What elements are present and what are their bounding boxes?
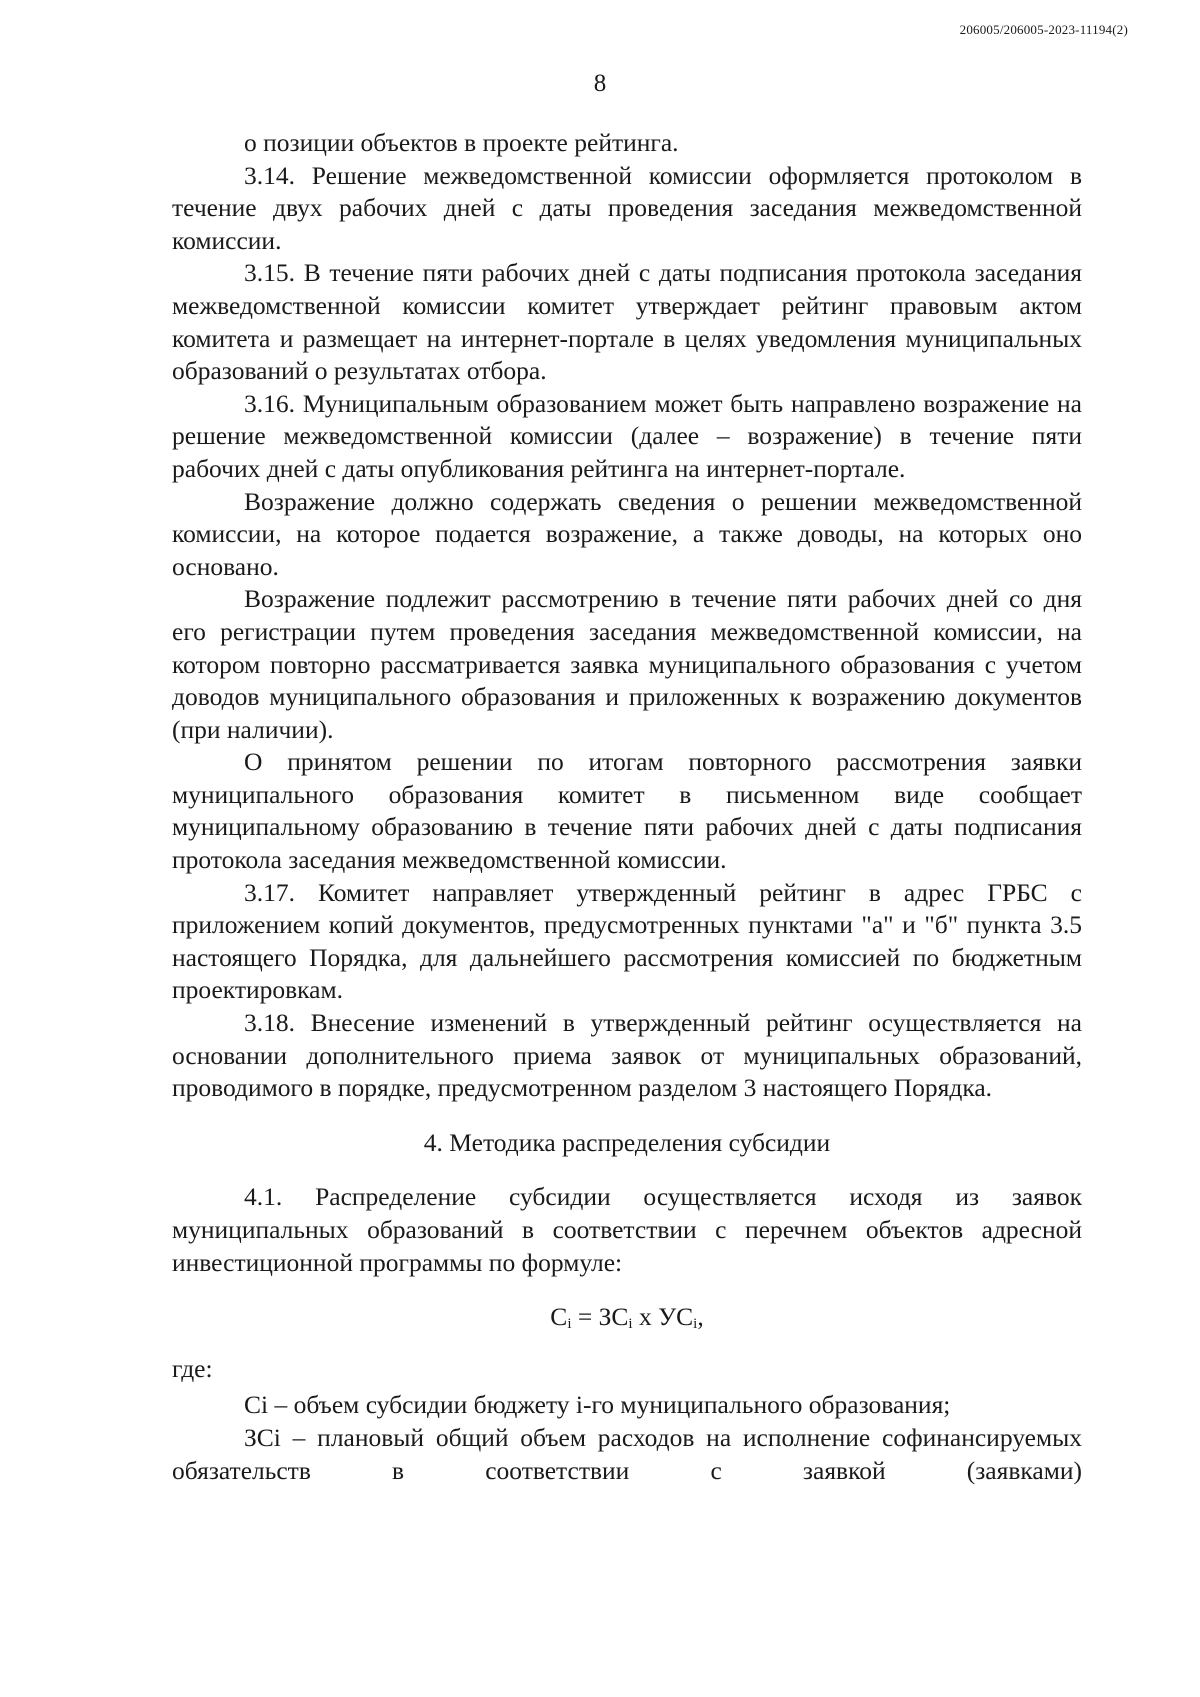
formula-eq: = ЗC: [571, 1302, 629, 1332]
formula: [172, 1301, 1082, 1341]
formula-lhs: C: [550, 1302, 568, 1332]
formula-lhs-sub: i: [567, 1316, 572, 1333]
paragraph-3-16: 3.16. Муниципальным образованием может быть направлено возражение на решение межведомственной комиссии (далее – возражение) в течение пяти рабочих дней с даты опубликования рейтинга на интернет-портале.: [172, 388, 1082, 483]
paragraph-4-1: 4.1. Распределение субсидии осуществляется исходя из заявок муниципальных образований в соответствии с перечнем объектов адресной инвестиционной программы по формуле:: [172, 1182, 1082, 1277]
section-heading: 4. Методика распределения субсидии: [423, 1127, 831, 1157]
where-label: где:: [172, 1353, 213, 1383]
paragraph-3-17: 3.17. Комитет направляет утвержденный рейтинг в адрес ГРБС с приложением копий документов, предусмотренных пунктами "а" и "б" пункта 3.5 настоящего Порядка, для дальнейшего рассмотрения комиссией по бюджетным проектировкам.: [172, 877, 1082, 1005]
paragraph-objection-review: Возражение подлежит рассмотрению в течение пяти рабочих дней со дня его регистрации путем проведения заседания межведомственной комиссии, на котором повторно рассматривается заявка муниципального образования с учетом доводов муниципального образования и приложенных к возражению документов (при наличии).: [172, 584, 1082, 744]
definition-zci: ЗCi – плановый общий объем расходов на исполнение софинансируемых обязательств в соответствии с заявкой (заявками): [172, 1422, 1082, 1485]
paragraph-objection-content: Возражение должно содержать сведения о решении межведомственной комиссии, на которое подается возражение, а также доводы, на которых оно основано.: [172, 486, 1082, 581]
document-id: 206005/206005-2023-11194(2): [959, 22, 1128, 37]
paragraph-3-15: 3.15. В течение пяти рабочих дней с даты подписания протокола заседания межведомственной комиссии комитет утверждает рейтинг правовым актом комитета и размещает на интернет-портале в целях уведомления муниципальных образований о результатах отбора.: [172, 258, 1082, 386]
paragraph-decision-notice: О принятом решении по итогам повторного рассмотрения заявки муниципального образования комитет в письменном виде сообщает муниципальному образованию в течение пяти рабочих дней с даты подписания протокола заседания межведомственной комиссии.: [172, 747, 1082, 875]
document-body: [172, 127, 1082, 1487]
formula-op: x УC: [632, 1302, 694, 1332]
paragraph-continuation: о позиции объектов в проекте рейтинга.: [244, 128, 679, 157]
formula-rhs-sub: i: [693, 1316, 698, 1333]
formula-tail: ,: [697, 1302, 704, 1332]
definition-ci: Ci – объем субсидии бюджету i-го муниципального образования;: [244, 1390, 951, 1420]
paragraph-3-14: 3.14. Решение межведомственной комиссии оформляется протоколом в течение двух рабочих дней с даты проведения заседания межведомственной комиссии.: [172, 160, 1082, 255]
paragraph-3-18: 3.18. Внесение изменений в утвержденный рейтинг осуществляется на основании дополнительного приема заявок от муниципальных образований, проводимого в порядке, предусмотренном разделом 3 настоящего Порядка.: [172, 1008, 1082, 1103]
page-number: 8: [593, 70, 607, 97]
formula-mid-sub: i: [628, 1316, 633, 1333]
